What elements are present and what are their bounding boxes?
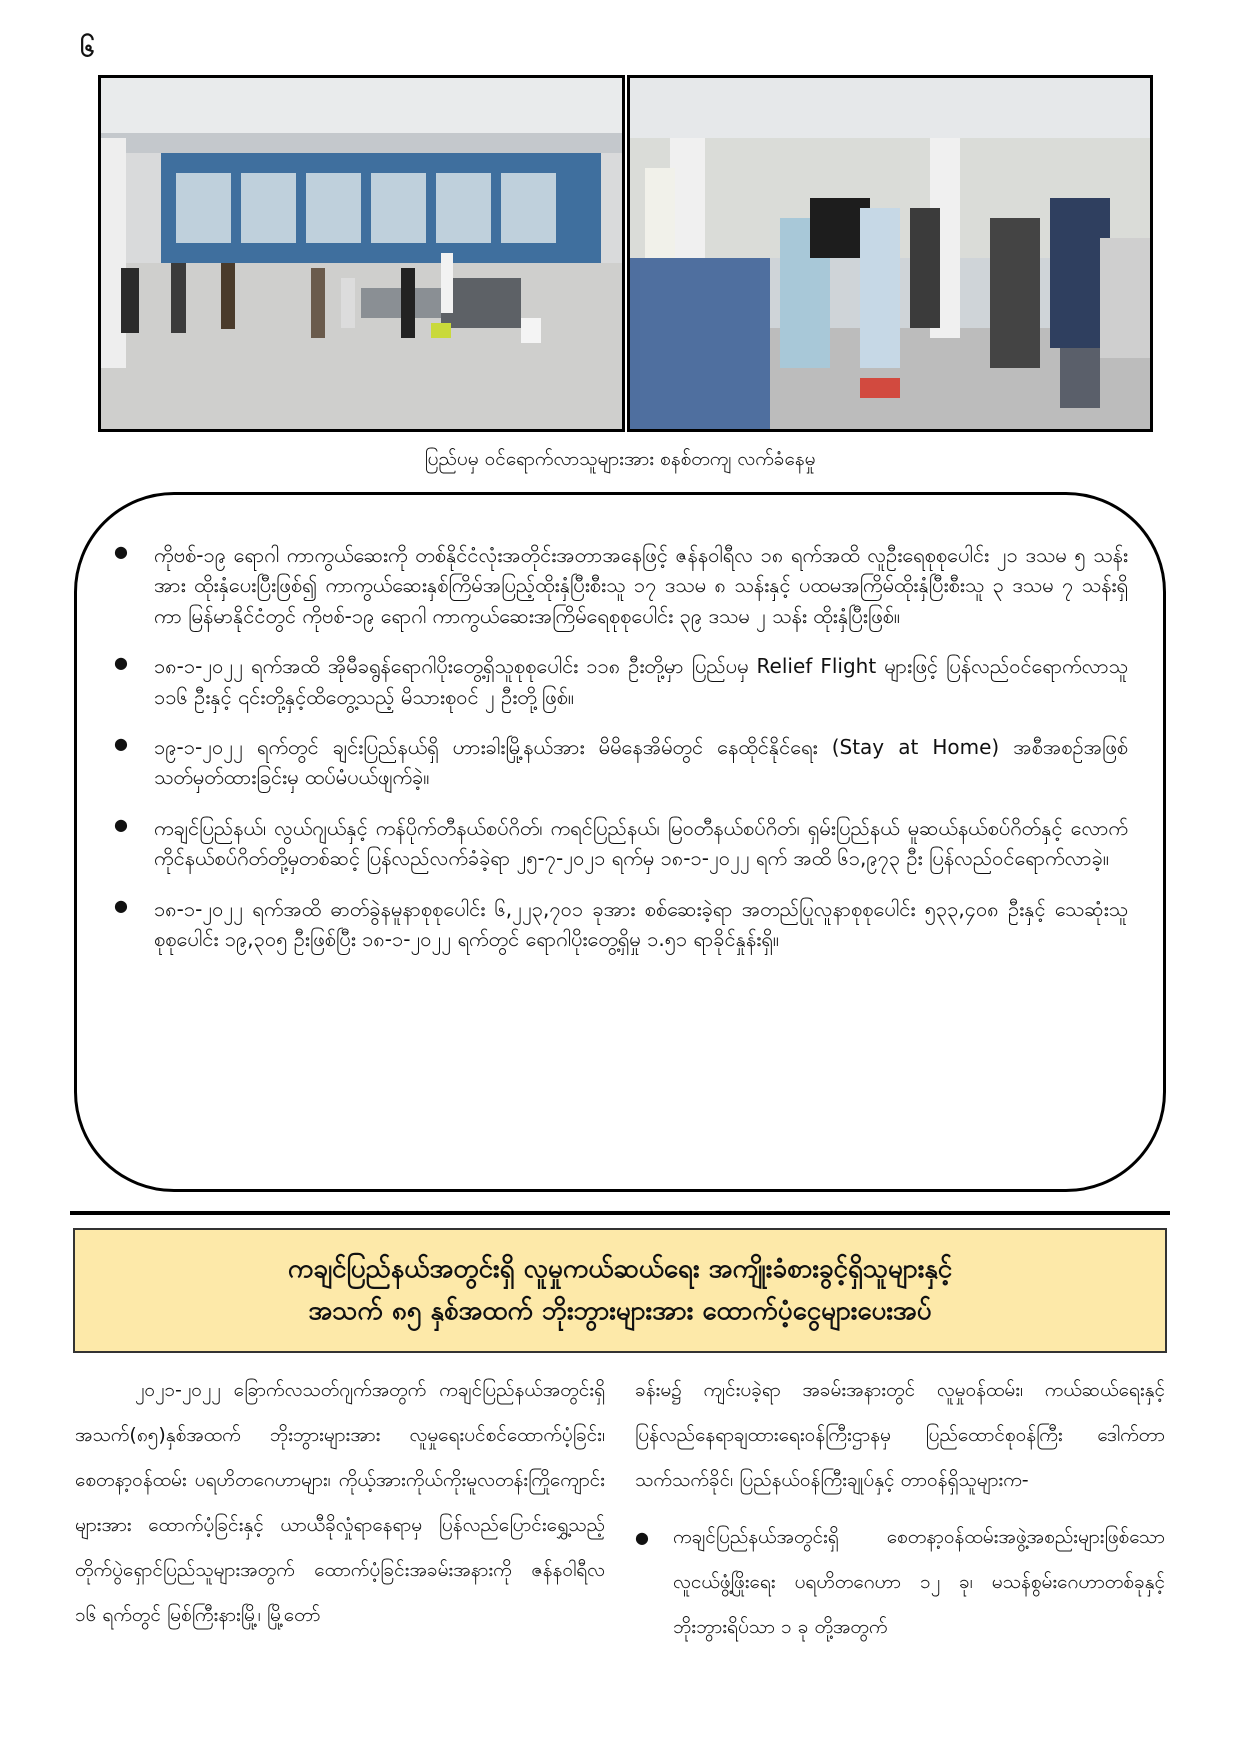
section-divider bbox=[70, 1211, 1170, 1215]
photo-airport-counters bbox=[98, 75, 625, 432]
summary-point: ● ၁၈-၁-၂၀၂၂ ရက်အထိ အိုမီခရွန်ရောဂါပိုးတွေ့ရှိသူစုစုပေါင်း ၁၁၈ ဦးတို့မှာ ပြည်ပမှ Relief Flight များဖြင့် ပြန်လည်ဝင်ရောက်လာသူ ၁၁၆ ဦးနှင့် ၎င်းတို့နှင့်ထိတွေ့သည့် မိသားစုဝင် ၂ ဦးတို့ဖြစ်။ bbox=[104, 651, 1128, 712]
headline-line-2: အသက် ၈၅ နှစ်အထက် ဘိုးဘွားများအား ထောက်ပံ့ငွေများပေးအပ် bbox=[308, 1295, 932, 1326]
article-column-left bbox=[75, 1368, 605, 1638]
article-paragraph: ၂၀၂၁-၂၀၂၂ ခြောက်လသတ်ဂျက်အတွက် ကချင်ပြည်နယ်အတွင်းရှိ အသက်(၈၅)နှစ်အထက် ဘိုးဘွားများအား လူမှုရေးပင်စင်ထောက်ပံ့ခြင်း၊ စေတနာ့ဝန်ထမ်း ပရဟိတဂေဟာများ၊ ကိုယ့်အားကိုယ်ကိုးမူလတန်းကြိုကျောင်းများအား ထောက်ပံ့ခြင်းနှင့် ယာယီခိုလှုံရာနေရာမှ ပြန်လည်ပြောင်းရွှေ့သည့် တိုက်ပွဲရှောင်ပြည်သူများအတွက် ထောက်ပံ့ခြင်းအခမ်းအနားကို ဇန်နဝါရီလ ၁၆ ရက်တွင် မြစ်ကြီးနားမြို့၊ မြို့တော် bbox=[75, 1379, 605, 1626]
summary-point: ● ကိုဗစ်-၁၉ ရောဂါ ကာကွယ်ဆေးကို တစ်နိုင်ငံလုံးအတိုင်းအတာအနေဖြင့် ဇန်နဝါရီလ ၁၈ ရက်အထိ လူဦးရေစုစုပေါင်း ၂၁ ဒသမ ၅ သန်းအား ထိုးနှံပေးပြီးဖြစ်၍ ကာကွယ်ဆေးနှစ်ကြိမ်အပြည့်ထိုးနှံပြီးစီးသူ ၁၇ ဒသမ ၈ သန်းနှင့် ပထမအကြိမ်ထိုးနှံပြီးစီးသူ ၃ ဒသမ ၇ သန်းရှိကာ မြန်မာနိုင်ငံတွင် ကိုဗစ်-၁၉ ရောဂါ ကာကွယ်ဆေးအကြိမ်ရေစုစုပေါင်း ၃၉ ဒသမ ၂ သန်း ထိုးနှံပြီးဖြစ်။ bbox=[104, 540, 1128, 631]
article-bullet: ● ကချင်ပြည်နယ်အတွင်းရှိ စေတနာ့ဝန်ထမ်းအဖွဲ့အစည်းများဖြစ်သော လူငယ်ဖွံ့ဖြိုးရေး ပရဟိတဂေဟာ ၁၂ ခု၊ မသန်စွမ်းဂေဟာတစ်ခုနှင့် ဘိုးဘွားရိပ်သာ ၁ ခု တို့အတွက် bbox=[635, 1515, 1165, 1650]
photo-arrivals-queue bbox=[627, 75, 1153, 432]
article-column-right bbox=[635, 1368, 1165, 1650]
article-paragraph: ခန်းမ၌ ကျင်းပခဲ့ရာ အခမ်းအနားတွင် လူမှုဝန်ထမ်း၊ ကယ်ဆယ်ရေးနှင့် ပြန်လည်နေရာချထားရေးဝန်ကြီးဌာနမှ ပြည်ထောင်စုဝန်ကြီး ဒေါက်တာသက်သက်ခိုင်၊ ပြည်နယ်ဝန်ကြီးချုပ်နှင့် တာဝန်ရှိသူများက- bbox=[635, 1379, 1165, 1491]
photo-caption: ပြည်ပမှ ဝင်ရောက်လာသူများအား စနစ်တကျ လက်ခံနေမှု bbox=[424, 448, 816, 470]
headline-line-1: ကချင်ပြည်နယ်အတွင်းရှိ လူမှုကယ်ဆယ်ရေး အကျိုးခံစားခွင့်ရှိသူများနှင့် bbox=[287, 1253, 953, 1284]
summary-list bbox=[104, 540, 1128, 974]
summary-point: ● ၁၈-၁-၂၀၂၂ ရက်အထိ ဓာတ်ခွဲနမူနာစုစုပေါင်း ၆,၂၂၃,၇၀၁ ခုအား စစ်ဆေးခဲ့ရာ အတည်ပြုလူနာစုစုပေါင်း ၅၃၃,၄၀၈ ဦးနှင့် သေဆုံးသူစုစုပေါင်း ၁၉,၃၀၅ ဦးဖြစ်ပြီး ၁၈-၁-၂၀၂၂ ရက်တွင် ရောဂါပိုးတွေ့ရှိမှု ၁.၅၁ ရာခိုင်နှုန်းရှိ။ bbox=[104, 894, 1128, 955]
summary-point: ● ကချင်ပြည်နယ်၊ လွယ်ဂျယ်နှင့် ကန်ပိုက်တီနယ်စပ်ဂိတ်၊ ကရင်ပြည်နယ်၊ မြဝတီနယ်စပ်ဂိတ်၊ ရှမ်းပြည်နယ် မူဆယ်နယ်စပ်ဂိတ်နှင့် လောက်ကိုင်နယ်စပ်ဂိတ်တို့မှတစ်ဆင့် ပြန်လည်လက်ခံခဲ့ရာ ၂၅-၇-၂၀၂၁ ရက်မှ ၁၈-၁-၂၀၂၂ ရက် အထိ ၆၁,၉၇၃ ဦး ပြန်လည်ဝင်ရောက်လာခဲ့။ bbox=[104, 813, 1128, 874]
summary-point: ● ၁၉-၁-၂၀၂၂ ရက်တွင် ချင်းပြည်နယ်ရှိ ဟားခါးမြို့နယ်အား မိမိနေအိမ်တွင် နေထိုင်နိုင်ရေး (Stay at Home) အစီအစဉ်အဖြစ် သတ်မှတ်ထားခြင်းမှ ထပ်မံပယ်ဖျက်ခဲ့။ bbox=[104, 732, 1128, 793]
article-headline bbox=[73, 1228, 1167, 1353]
page-number: ၆ bbox=[80, 33, 95, 63]
article-bullet-list bbox=[635, 1515, 1165, 1650]
